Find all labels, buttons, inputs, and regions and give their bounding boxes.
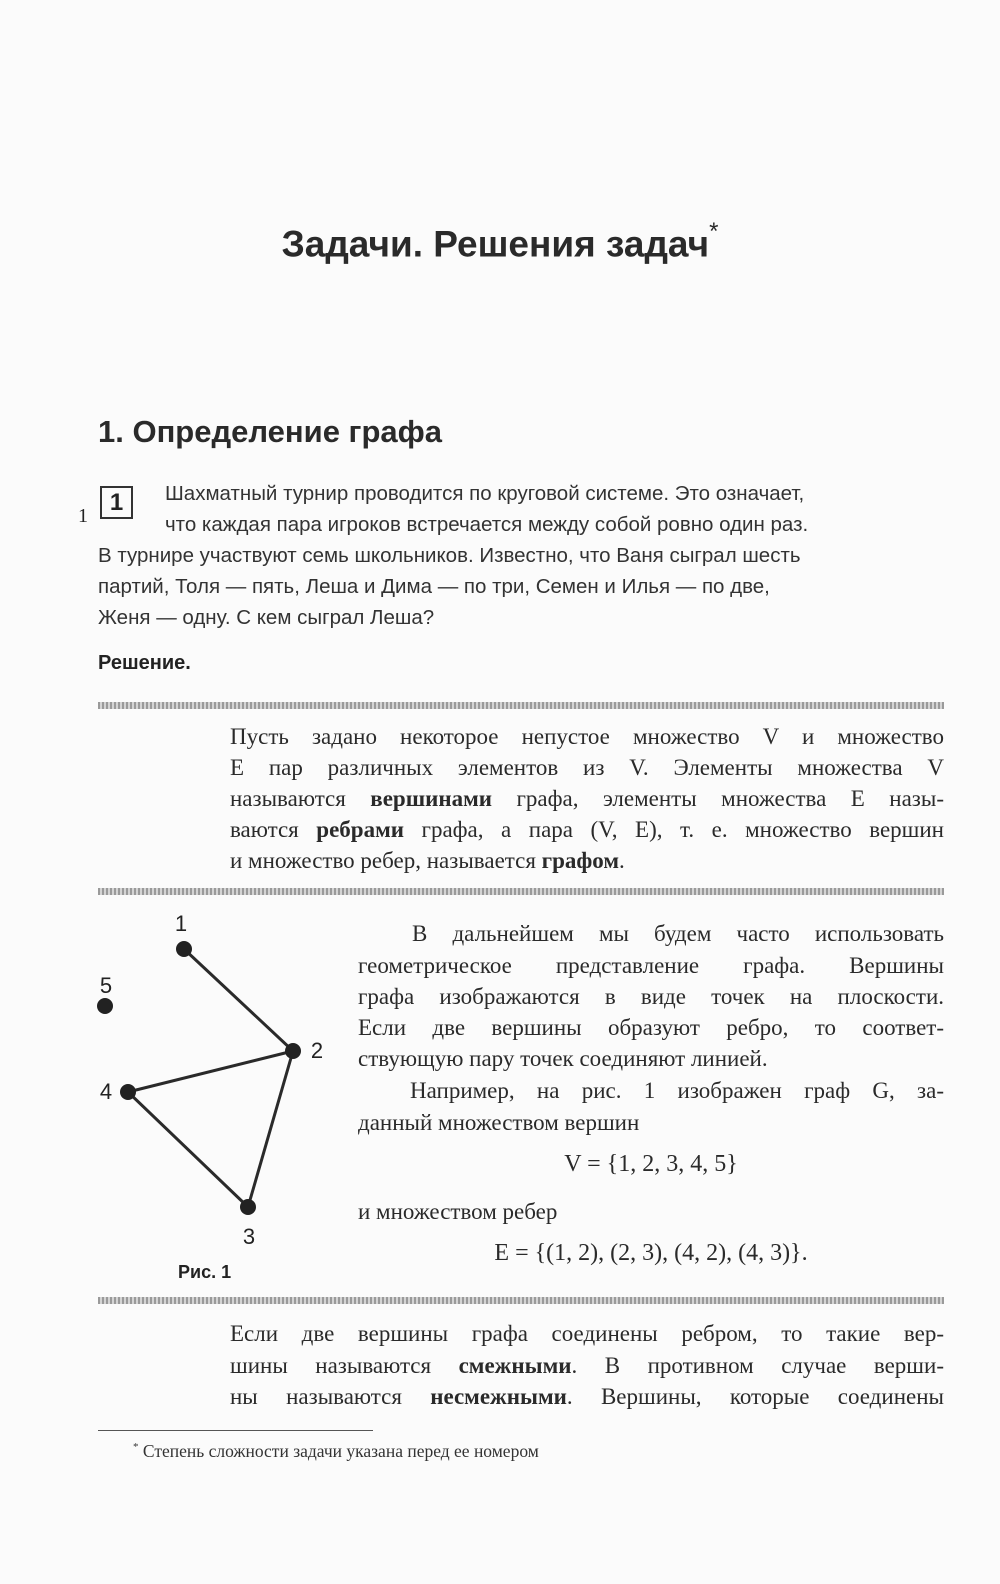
figure-text-line: Если две вершины образуют ребро, то соответ- <box>358 1015 944 1040</box>
graph-vertex-label-5: 5 <box>99 973 113 998</box>
problem-difficulty: 1 <box>78 505 88 527</box>
term-nonadjacent: несмежными <box>430 1384 567 1409</box>
figure-text-line: графа изображаются в виде точек на плоскости. <box>358 984 944 1009</box>
graph-vertex-label-3: 3 <box>242 1224 256 1249</box>
graph-edge-2-3 <box>248 1051 293 1207</box>
footnote-rule <box>98 1430 373 1431</box>
definition-line: называются вершинами графа, элементы множества E назы- <box>230 786 944 811</box>
adjacency-line: ны называются несмежными. Вершины, которые соединены <box>230 1384 944 1409</box>
term-edges: ребрами <box>316 817 404 842</box>
figure-text-line: и множеством ребер <box>358 1199 558 1224</box>
divider-rule <box>98 888 944 895</box>
graph-edge-1-2 <box>184 949 293 1051</box>
definition-line: Пусть задано некоторое непустое множество V и множество <box>230 724 944 749</box>
graph-vertex-4 <box>120 1084 136 1100</box>
graph-edge-4-2 <box>128 1051 293 1092</box>
graph-vertex-label-4: 4 <box>99 1079 113 1104</box>
footnote-marker: * <box>133 1441 139 1454</box>
divider-rule <box>98 1297 944 1304</box>
graph-vertex-labels <box>100 911 323 1249</box>
graph-vertex-5 <box>97 998 113 1014</box>
term-adjacent: смежными <box>458 1353 572 1378</box>
figure-text-line: геометрическое представление графа. Вершины <box>358 953 944 978</box>
problem-text-line: Шахматный турнир проводится по круговой системе. Это означает, <box>165 482 805 505</box>
graph-edge-4-3 <box>128 1092 248 1207</box>
divider-rule <box>98 702 944 709</box>
figure-text-line: В дальнейшем мы будем часто использовать <box>412 921 944 946</box>
figure-text-line: Например, на рис. 1 изображен граф G, за- <box>410 1078 944 1103</box>
figure-caption: Рис. 1 <box>178 1262 232 1282</box>
adjacency-line: Если две вершины графа соединены ребром, то такие вер- <box>230 1321 944 1346</box>
vertex-set-formula: V = {1, 2, 3, 4, 5} <box>564 1151 738 1177</box>
figure-text-line: данный множеством вершин <box>358 1110 640 1135</box>
edge-set-formula: E = {(1, 2), (2, 3), (4, 2), (4, 3)}. <box>494 1240 808 1266</box>
solution-label: Решение. <box>98 652 191 674</box>
problem-number-box: 1 <box>100 486 133 519</box>
problem-text-line: Женя — одну. С кем сыграл Леша? <box>98 606 435 629</box>
chapter-title: Задачи. Решения задач* <box>281 218 719 265</box>
graph-edges <box>128 949 293 1207</box>
graph-vertex-label-2: 2 <box>310 1038 324 1063</box>
graph-vertex-2 <box>285 1043 301 1059</box>
footnote: * Степень сложности задачи указана перед ее номером <box>133 1441 539 1461</box>
figure-text-line: ствующую пару точек соединяют линией. <box>358 1046 768 1071</box>
graph-vertices <box>97 941 301 1215</box>
definition-line: и множество ребер, называется графом. <box>230 848 625 873</box>
adjacency-line: шины называются смежными. В противном случае верши- <box>230 1353 944 1378</box>
definition-line: E пар различных элементов из V. Элементы множества V <box>230 755 944 780</box>
graph-vertex-label-1: 1 <box>174 911 188 936</box>
footnote-marker: * <box>709 218 719 245</box>
definition-line: ваются ребрами графа, а пара (V, E), т. е. множество вершин <box>230 817 944 842</box>
problem-text-line: что каждая пара игроков встречается между собой ровно один раз. <box>165 513 809 536</box>
problem-text-line: партий, Толя — пять, Леша и Дима — по три, Семен и Илья — по две, <box>98 575 770 598</box>
problem-text-line: В турнире участвуют семь школьников. Известно, что Ваня сыграл шесть <box>98 544 801 567</box>
graph-vertex-3 <box>240 1199 256 1215</box>
term-vertices: вершинами <box>370 786 493 811</box>
term-graph: графом <box>541 848 620 873</box>
section-heading: 1. Определение графа <box>98 414 443 449</box>
graph-figure <box>88 905 338 1255</box>
graph-vertex-1 <box>176 941 192 957</box>
